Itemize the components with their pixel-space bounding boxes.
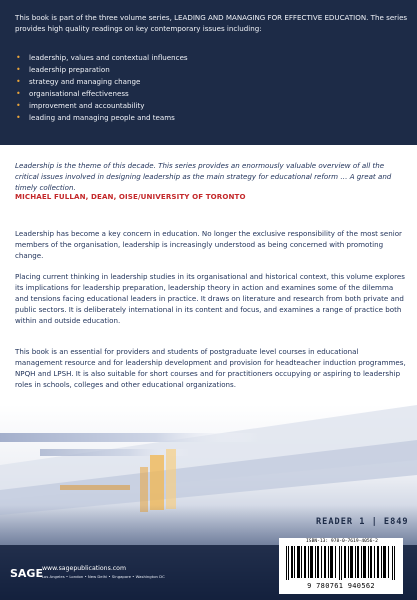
topic-list — [15, 52, 395, 124]
endorsement-quote: Leadership is the theme of this decade. This series provides an enormously valuable overview of all the critical issues involved in designing leadership as the main strategy for educational reform … A great and timely collection. — [15, 161, 392, 192]
topic-label: leadership, values and contextual influences — [29, 53, 188, 62]
topic-item — [15, 100, 395, 112]
topic-item — [15, 88, 395, 100]
description-paragraph: This book is an essential for providers and students of postgraduate level courses in educational management resource and for leadership development and provision for headteacher induction programmes, NPQH and LPSH. It is also suitable for short courses and for practitioners occupying or aspiring to leadership roles in schools, colleges and other educational organizations. — [15, 347, 406, 389]
bullet-icon: • — [16, 113, 21, 122]
topic-label: improvement and accountability — [29, 101, 145, 110]
barcode-bars-icon — [282, 546, 400, 580]
isbn-text: ISBN-13: 978-0-7619-4056-2 — [306, 539, 378, 544]
description-paragraph: Placing current thinking in leadership studies in its organisational and historical context, this volume explores its implications for leadership preparation, leadership theory in action and examines some of the dilemma and tensions facing educational leaders in practice. It draws on literature and research from both private and public sectors. It is deliberately international in its content and focus, and examines a range of practice both within and outside education. — [15, 272, 405, 325]
topic-label: strategy and managing change — [29, 77, 141, 86]
description-paragraph: Leadership has become a key concern in education. No longer the exclusive responsibility of the most senior members of the organisation, leadership is increasingly understood as being concerned with promoting change. — [15, 229, 402, 260]
topic-item — [15, 76, 395, 88]
barcode — [279, 538, 403, 594]
bullet-icon: • — [16, 53, 21, 62]
bullet-icon: • — [16, 77, 21, 86]
bullet-icon: • — [16, 89, 21, 98]
publisher-url: www.sagepublications.com — [42, 565, 126, 572]
bullet-icon: • — [16, 101, 21, 110]
bullet-icon: • — [16, 65, 21, 74]
topic-label: leadership preparation — [29, 65, 110, 74]
topic-label: organisational effectiveness — [29, 89, 129, 98]
topic-item — [15, 112, 395, 124]
publisher-cities: Los Angeles • London • New Delhi • Singapore • Washington DC — [42, 574, 165, 579]
endorsement-author: MICHAEL FULLAN, DEAN, OISE/UNIVERSITY OF TORONTO — [15, 192, 246, 201]
topic-label: leading and managing people and teams — [29, 113, 175, 122]
series-panel — [0, 0, 417, 145]
series-intro: This book is part of the three volume series, LEADING AND MANAGING FOR EFFECTIVE EDUCATION. The series provides high quality readings on key contemporary issues including: — [15, 13, 408, 33]
topic-item — [15, 52, 395, 64]
topic-item — [15, 64, 395, 76]
sage-logo: SAGE — [10, 567, 43, 580]
barcode-digits: 9 780761 940562 — [307, 582, 375, 590]
reader-label: READER 1 | E849 — [316, 517, 409, 527]
